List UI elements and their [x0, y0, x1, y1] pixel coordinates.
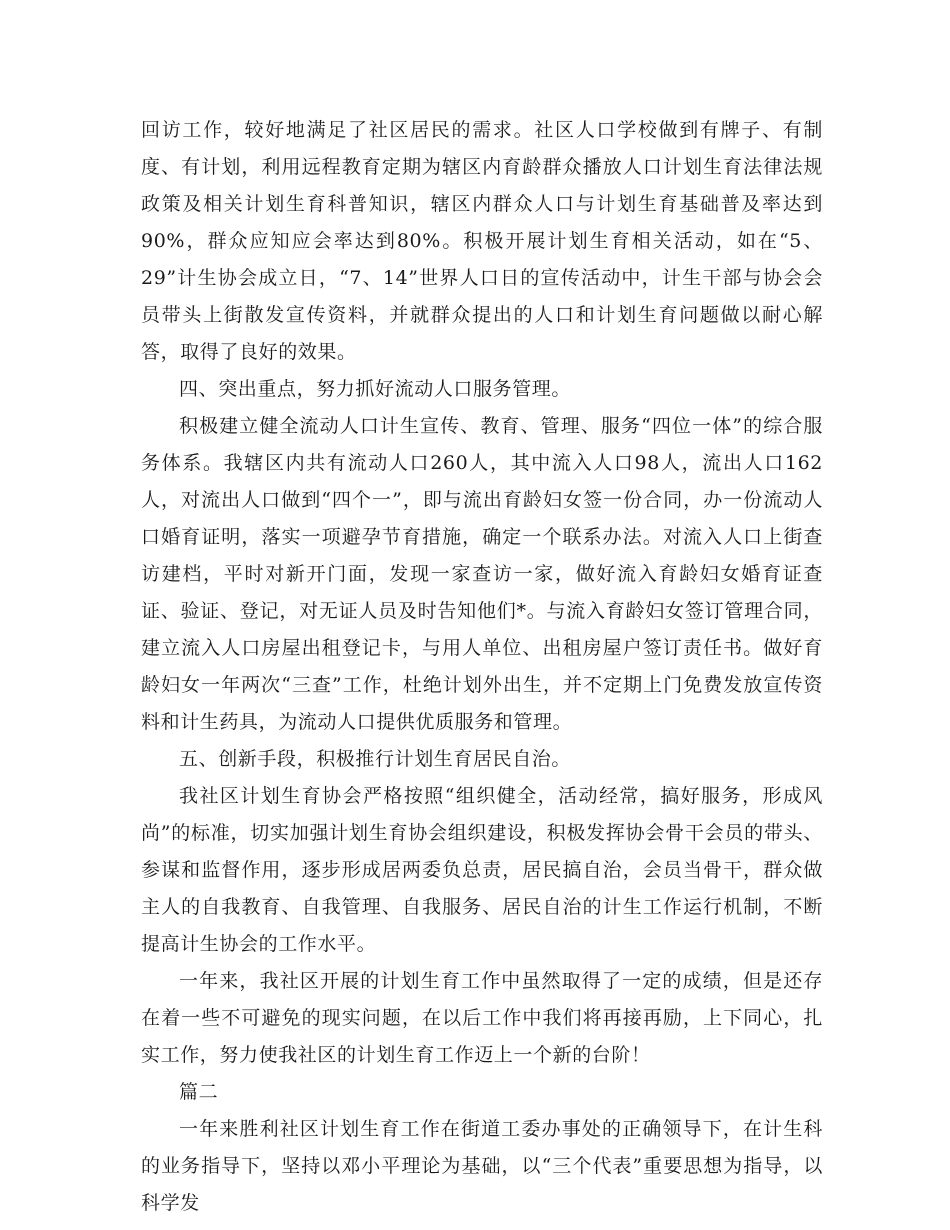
section-heading-4: 四、突出重点，努力抓好流动人口服务管理。 [179, 378, 572, 400]
paragraph-2: 积极建立健全流动人口计生宣传、教育、管理、服务“四位一体”的综合服务体系。我辖区内共有流动人口260人，其中流入人口98人，流出人口162人，对流出人口做到“四个一”，即与流出育龄妇女签一份合同，办一份流动人口婚育证明，落实一项避孕节育措施，确定一个联系办法。对流入人口上街查访建档，平时对新开门面，发现一家查访一家，做好流入育龄妇女婚育证查证、验证、登记，对无证人员及时告知他们*。与流入育龄妇女签订管理合同，建立流入人口房屋出租登记卡，与用人单位、出租房屋户签订责任书。做好育龄妇女一年两次“三查”工作，杜绝计划外出生，并不定期上门免费发放宣传资料和计生药具，为流动人口提供优质服务和管理。 [141, 415, 823, 733]
paragraph-3: 我社区计划生育协会严格按照“组织健全，活动经常，搞好服务，形成风尚”的标准，切实加强计划生育协会组织建设，积极发挥协会骨干会员的带头、参谋和监督作用，逐步形成居两委负总责，居民搞自治，会员当骨干，群众做主人的自我教育、自我管理、自我服务、居民自治的计生工作运行机制，不断提高计生协会的工作水平。 [141, 785, 823, 955]
paragraph-4: 一年来，我社区开展的计划生育工作中虽然取得了一定的成绩，但是还存在着一些不可避免的现实问题，在以后工作中我们将再接再励，上下同心，扎实工作，努力使我社区的计划生育工作迈上一个新的台阶！ [141, 970, 823, 1066]
document-body [141, 112, 823, 1222]
paragraph-5: 一年来胜利社区计划生育工作在街道工委办事处的正确领导下，在计生科的业务指导下，坚持以邓小平理论为基础，以“三个代表”重要思想为指导，以科学发 [141, 1118, 823, 1214]
part-heading: 篇二 [179, 1081, 219, 1103]
paragraph-1: 回访工作，较好地满足了社区居民的需求。社区人口学校做到有牌子、有制度、有计划，利用远程教育定期为辖区内育龄群众播放人口计划生育法律法规政策及相关计划生育科普知识，辖区内群众人口与计划生育基础普及率达到90%，群众应知应会率达到80%。积极开展计划生育相关活动，如在“5、29”计生协会成立日，“7、14”世界人口日的宣传活动中，计生干部与协会会员带头上街散发宣传资料，并就群众提出的人口和计划生育问题做以耐心解答，取得了良好的效果。 [141, 119, 823, 363]
section-heading-5: 五、创新手段，积极推行计划生育居民自治。 [179, 748, 572, 770]
